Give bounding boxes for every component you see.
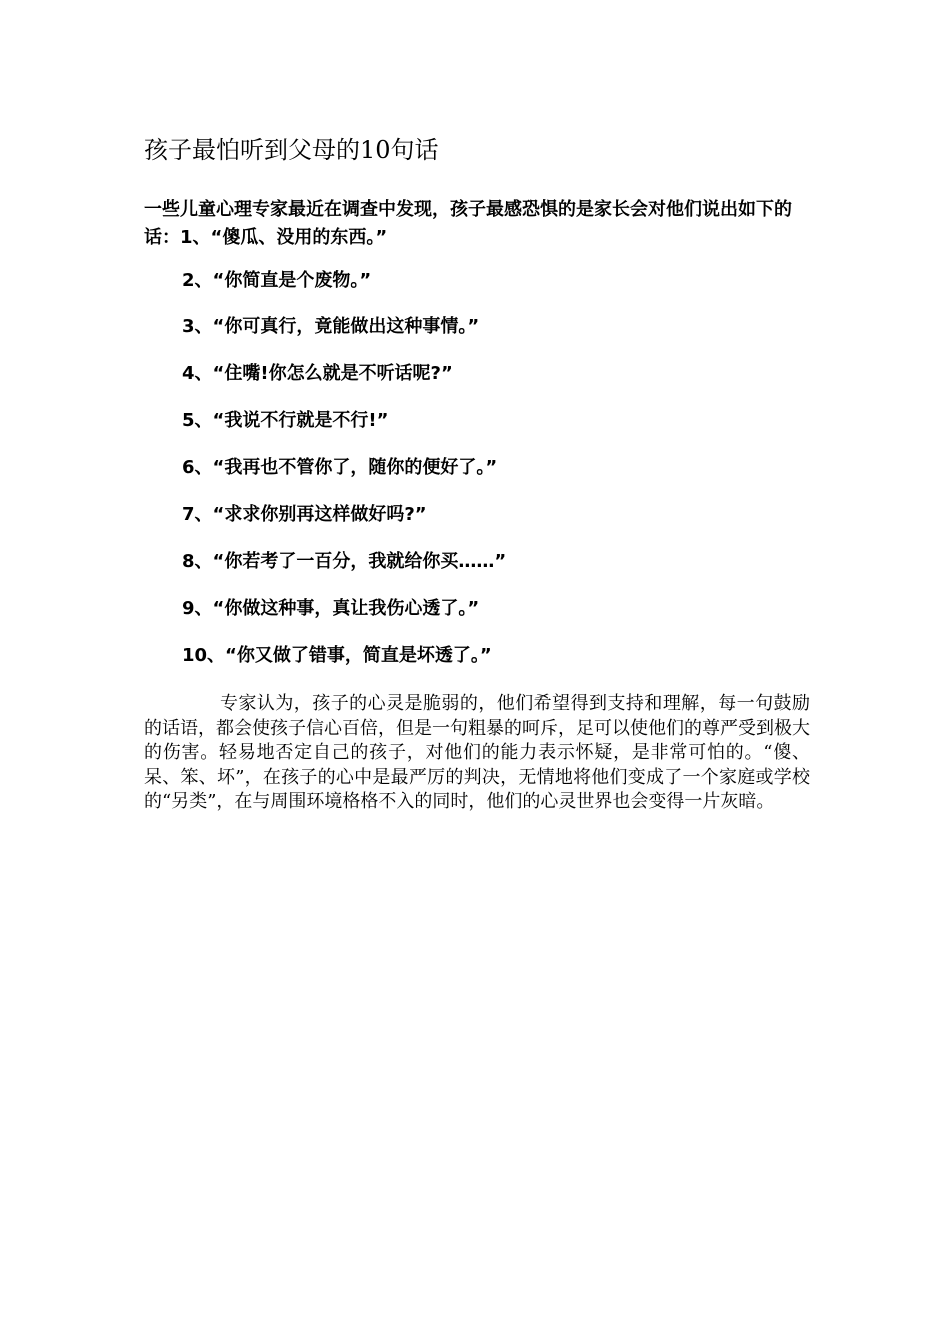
list-item: 2、“你简直是个废物。” [182, 270, 372, 291]
closing-paragraph: 专家认为，孩子的心灵是脆弱的，他们希望得到支持和理解，每一句鼓励的话语，都会使孩子信心百倍，但是一句粗暴的呵斥，足可以使他们的尊严受到极大的伤害。轻易地否定自己的孩子，对他们的能力表示怀疑，是非常可怕的。“傻、呆、笨、坏”，在孩子的心中是最严厉的判决，无情地将他们变成了一个家庭或学校的“另类”，在与周围环境格格不入的同时，他们的心灵世界也会变得一片灰暗。 [144, 693, 810, 812]
intro-paragraph: 一些儿童心理专家最近在调查中发现，孩子最感恐惧的是家长会对他们说出如下的话：1、“傻瓜、没用的东西。” [144, 199, 792, 248]
list-item: 4、“住嘴!你怎么就是不听话呢?” [182, 363, 453, 384]
list-item: 5、“我说不行就是不行!” [182, 410, 389, 431]
list-item: 9、“你做这种事，真让我伤心透了。” [182, 598, 480, 619]
list-item: 3、“你可真行，竟能做出这种事情。” [182, 316, 480, 337]
list-item: 7、“求求你别再这样做好吗?” [182, 504, 427, 525]
document-title: 孩子最怕听到父母的10句话 [144, 136, 439, 164]
list-item: 8、“你若考了一百分，我就给你买……” [182, 551, 507, 572]
list-item: 6、“我再也不管你了，随你的便好了。” [182, 457, 498, 478]
list-item: 10、“你又做了错事，简直是坏透了。” [182, 645, 492, 666]
